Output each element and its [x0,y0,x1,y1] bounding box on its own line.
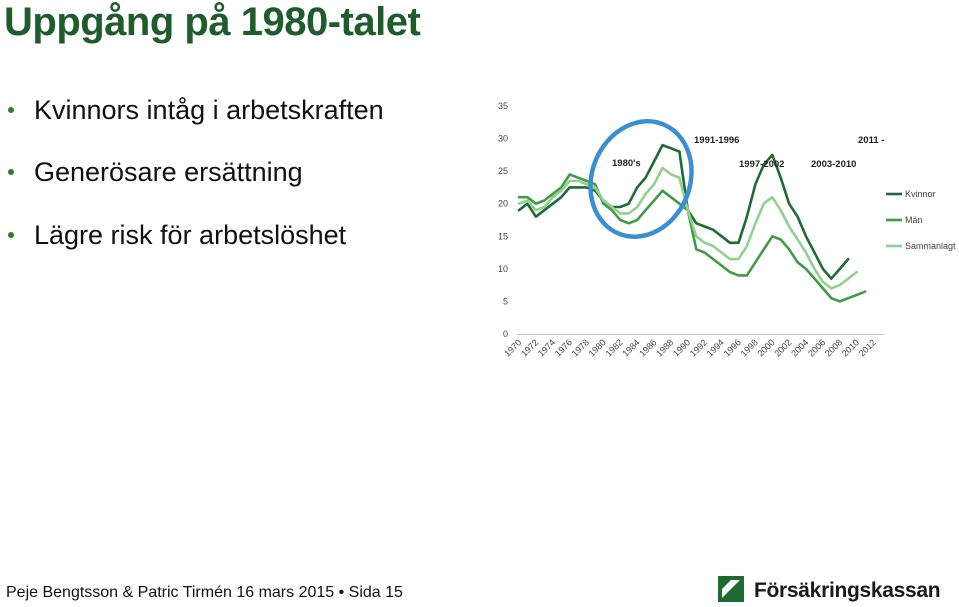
x-tick-label: 1976 [552,337,575,359]
x-tick-label: 1974 [535,337,558,359]
x-tick-label: 1992 [687,337,710,359]
x-tick-label: 1978 [569,337,591,359]
highlight-circle [573,106,708,252]
x-tick-label: 2010 [839,337,862,359]
x-tick-label: 2004 [789,337,811,359]
logo-mark-icon [718,576,744,602]
bullet-text: Lägre risk för arbetslöshet [34,220,347,250]
annotation-label: 1997-2002 [739,159,785,170]
x-tick-label: 1982 [603,337,625,359]
bullet-text: Generösare ersättning [34,157,303,187]
x-tick-label: 1970 [502,337,524,359]
x-tick-label: 2012 [856,337,878,359]
annotation-label: 2011 - [858,135,885,146]
series-line-män [519,174,865,301]
annotation-label: 1980's [612,158,641,169]
legend-label: Sammanlagt [905,241,956,251]
slide-footer: Peje Bengtsson & Patric Tirmén 16 mars 2015 • Sida 15 [6,584,403,601]
x-tick-label: 1972 [519,337,541,359]
series-line-kvinnor [519,145,848,279]
legend-label: Kvinnor [905,189,936,199]
x-tick-label: 1990 [671,337,693,359]
annotation-label: 1991-1996 [694,135,740,146]
y-tick-label: 15 [497,231,508,242]
bullet-text: Kvinnors intåg i arbetskraften [34,95,384,125]
legend-label: Män [905,215,923,225]
y-tick-label: 0 [502,329,508,339]
x-tick-label: 1986 [637,337,659,359]
x-tick-label: 1994 [704,337,727,359]
slide-title: Uppgång på 1980-talet [4,0,421,44]
x-tick-label: 1988 [654,337,676,359]
x-tick-label: 1998 [738,337,760,359]
y-tick-label: 5 [502,296,508,307]
x-tick-label: 2008 [822,337,845,359]
y-tick-label: 25 [497,166,508,177]
x-tick-label: 2000 [755,337,777,359]
y-tick-label: 10 [497,263,508,274]
x-tick-label: 1980 [586,337,608,359]
x-tick-label: 2002 [772,337,794,359]
y-tick-label: 30 [497,133,508,144]
x-tick-label: 1996 [721,337,743,359]
y-tick-label: 20 [497,198,508,209]
x-tick-label: 1984 [620,337,642,359]
annotation-label: 2003-2010 [811,159,857,170]
y-tick-label: 35 [497,101,508,111]
logo-text: Försäkringskassan [754,579,941,602]
x-tick-label: 2006 [806,337,828,359]
